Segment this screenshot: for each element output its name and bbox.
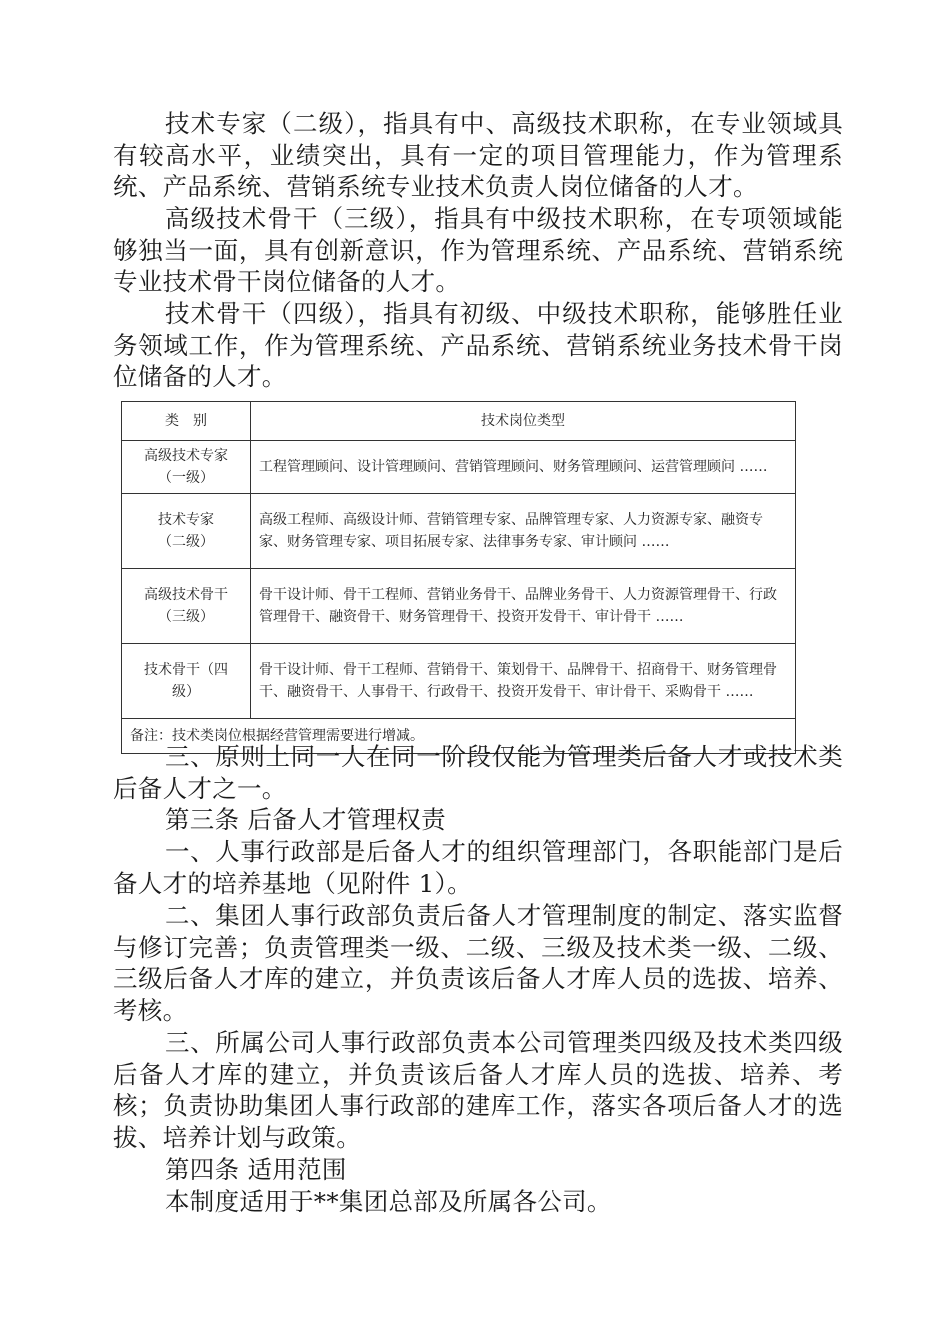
article-four-heading: 第四条 适用范围 — [165, 1155, 347, 1184]
article-three-heading: 第三条 后备人才管理权责 — [165, 805, 446, 834]
category-name: 高级技术专家 — [144, 448, 228, 464]
position-types-cell: 骨干设计师、骨干工程师、营销业务骨干、品牌业务骨干、人力资源管理骨干、行政管理骨干、融资骨干、财务管理骨干、投资开发骨干、审计骨干 …… — [251, 569, 796, 644]
table-note: 备注：技术类岗位根据经营管理需要进行增减。 — [122, 719, 796, 754]
category-level: （二级） — [158, 534, 214, 550]
position-types-cell: 高级工程师、高级设计师、营销管理专家、品牌管理专家、人力资源专家、融资专家、财务管理专家、项目拓展专家、法律事务专家、审计顾问 …… — [251, 494, 796, 569]
position-types-cell: 工程管理顾问、设计管理顾问、营销管理顾问、财务管理顾问、运营管理顾问 …… — [251, 441, 796, 494]
category-cell — [122, 569, 251, 644]
paragraph-senior-tech-backbone-level3: 高级技术骨干（三级），指具有中级技术职称，在专项领域能够独当一面，具有创新意识，作为管理系统、产品系统、营销系统专业技术骨干岗位储备的人才。 — [113, 204, 843, 296]
table-row — [122, 441, 796, 494]
category-name: 技术专家 — [158, 512, 214, 528]
category-cell — [122, 644, 251, 719]
paragraph-scope: 本制度适用于**集团总部及所属各公司。 — [165, 1187, 612, 1216]
category-level: （一级） — [158, 470, 214, 486]
table-header-row — [122, 402, 796, 441]
paragraph-responsibility-one: 一、人事行政部是后备人才的组织管理部门，各职能部门是后备人才的培养基地（见附件 1）。 — [113, 837, 843, 898]
category-name: 高级技术骨干 — [144, 587, 228, 603]
paragraph-tech-expert-level2: 技术专家（二级），指具有中、高级技术职称，在专业领域具有较高水平，业绩突出，具有一定的项目管理能力，作为管理系统、产品系统、营销系统专业技术负责人岗位储备的人才。 — [113, 109, 843, 201]
category-cell — [122, 494, 251, 569]
paragraph-responsibility-two: 二、集团人事行政部负责后备人才管理制度的制定、落实监督与修订完善；负责管理类一级、二级、三级及技术类一级、二级、三级后备人才库的建立，并负责该后备人才库人员的选拔、培养、考核。 — [113, 901, 843, 1025]
category-level: 级） — [172, 684, 200, 700]
header-position-types: 技术岗位类型 — [251, 402, 796, 441]
table-row — [122, 644, 796, 719]
category-name: 技术骨干（四 — [144, 662, 228, 678]
paragraph-tech-backbone-level4: 技术骨干（四级），指具有初级、中级技术职称，能够胜任业务领域工作，作为管理系统、产品系统、营销系统业务技术骨干岗位储备的人才。 — [113, 299, 843, 391]
paragraph-responsibility-three: 三、所属公司人事行政部负责本公司管理类四级及技术类四级后备人才库的建立，并负责该后备人才库人员的选拔、培养、考核；负责协助集团人事行政部的建库工作，落实各项后备人才的选拔、培养计划与政策。 — [113, 1028, 843, 1152]
position-types-cell: 骨干设计师、骨干工程师、营销骨干、策划骨干、品牌骨干、招商骨干、财务管理骨干、融资骨干、人事骨干、行政骨干、投资开发骨干、审计骨干、采购骨干 …… — [251, 644, 796, 719]
category-level: （三级） — [158, 609, 214, 625]
category-cell — [122, 441, 251, 494]
table-row — [122, 569, 796, 644]
header-category: 类 别 — [122, 402, 251, 441]
table-row — [122, 494, 796, 569]
tech-position-table — [121, 401, 796, 754]
paragraph-principle-three: 三、原则上同一人在同一阶段仅能为管理类后备人才或技术类后备人才之一。 — [113, 742, 843, 803]
